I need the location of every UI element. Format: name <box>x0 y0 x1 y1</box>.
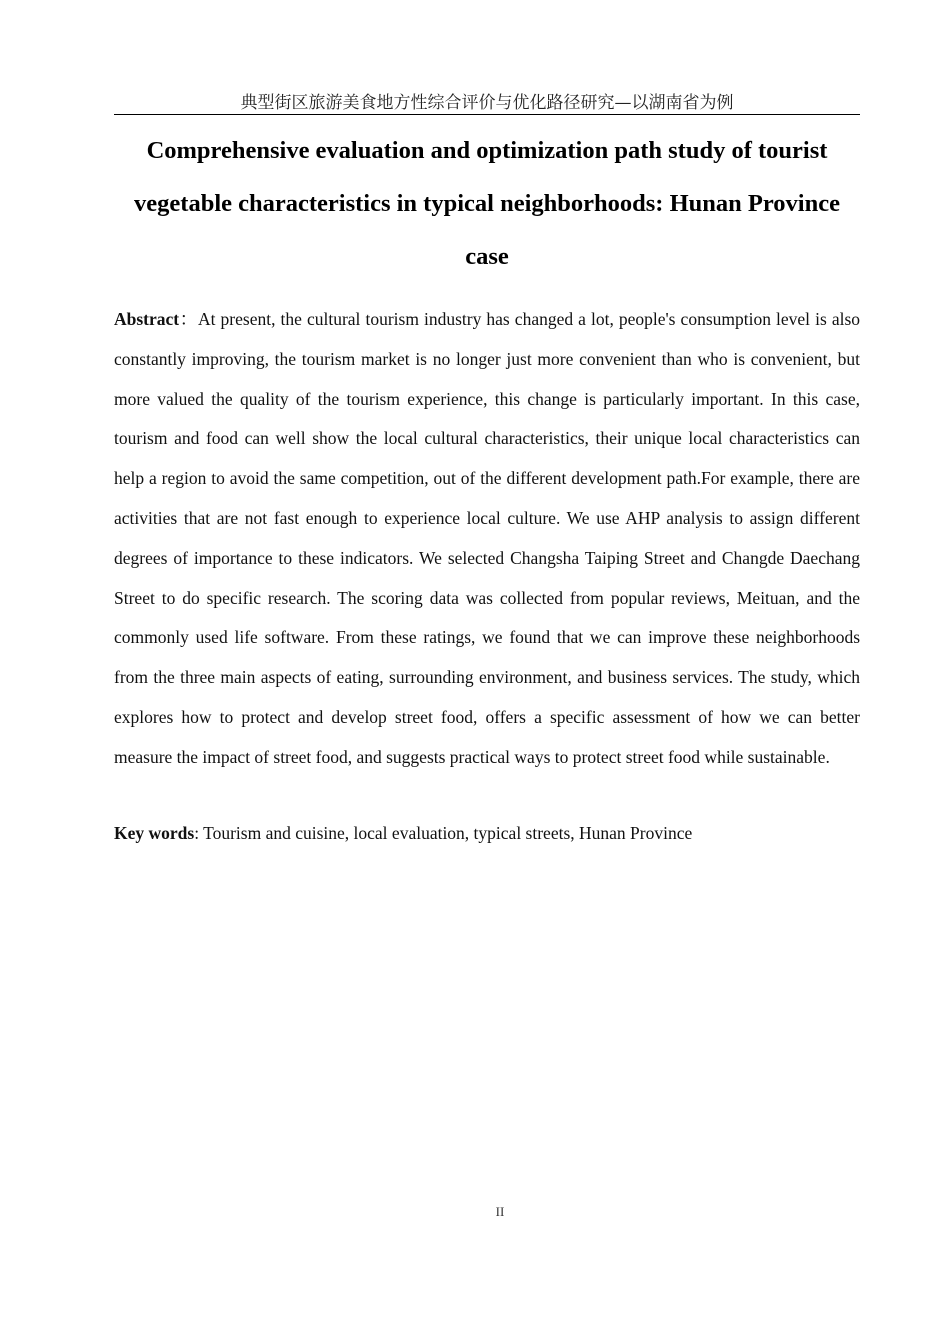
page-number: II <box>495 1204 505 1219</box>
keywords-label: Key words <box>114 823 195 843</box>
keywords-line <box>114 818 860 848</box>
abstract-label: Abstract <box>114 309 180 329</box>
running-header: 典型街区旅游美食地方性综合评价与优化路径研究—以湖南省为例 <box>114 92 860 115</box>
abstract-text: At present, the cultural tourism industry has changed a lot, people's consumption level is also constantly improving, the tourism market is no longer just more convenient than who is convenient, but more valued the quality of the tourism experience, this change is particularly important. In this case, tourism and food can well show the local cultural characteristics, their unique local characteristics can help a region to avoid the same competition, out of the different development path.For example, there are activities that are not fast enough to experience local culture. We use AHP analysis to assign different degrees of importance to these indicators. We selected Changsha Taiping Street and Changde Daechang Street to do specific research. The scoring data was collected from popular reviews, Meituan, and the commonly used life software. From these ratings, we found that we can improve these neighborhoods from the three main aspects of eating, surrounding environment, and business services. The study, which explores how to protect and develop street food, offers a specific assessment of how we can better measure the impact of street food, and suggests practical ways to protect street food while sustainable. <box>114 309 861 767</box>
abstract-separator: ： <box>179 309 198 329</box>
keywords-text: : Tourism and cuisine, local evaluation, typical streets, Hunan Province <box>194 823 693 843</box>
paper-title: Comprehensive evaluation and optimization path study of tourist vegetable characteristics in typical neighborhoods: Hunan Province case <box>134 137 840 270</box>
abstract-paragraph <box>114 300 860 778</box>
